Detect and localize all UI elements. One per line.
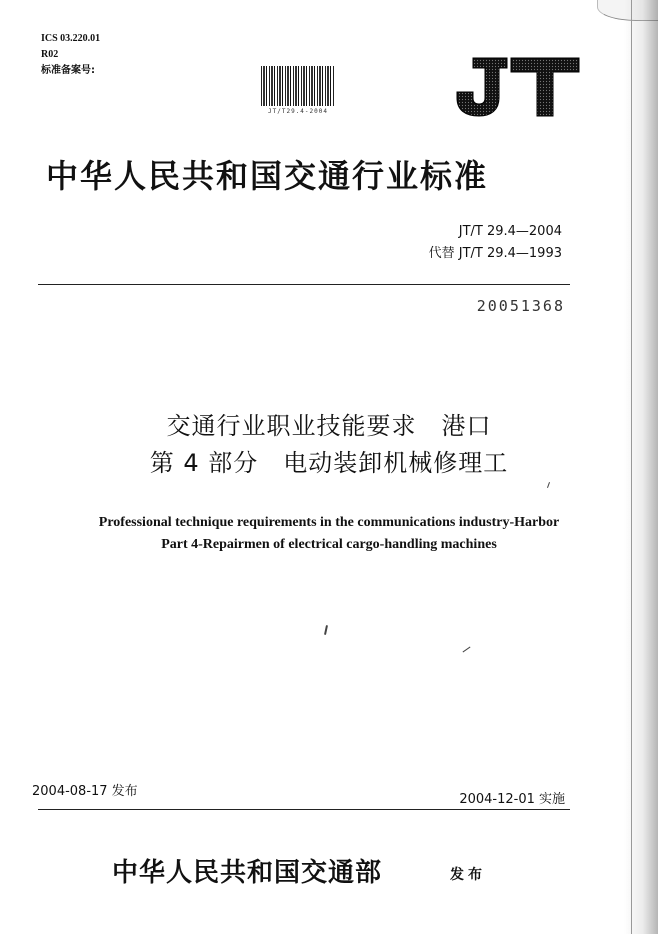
standard-codes [429, 221, 562, 265]
scan-speck [547, 482, 550, 488]
replaces-number: 代替 JT/T 29.4—1993 [428, 246, 562, 261]
scan-speck [324, 625, 328, 635]
jt-logo [443, 56, 581, 118]
standard-number: JT/T 29.4—2004 [458, 224, 562, 239]
barcode-text: JT/T29.4-2004 [268, 108, 328, 115]
issue-date: 2004-08-17 发布 [32, 784, 138, 799]
registration-number: 20051368 [476, 297, 565, 315]
jt-logo-graphic [443, 56, 581, 118]
barcode [261, 66, 335, 122]
title-en-line1: Professional technique requirements in the communications industry-Harbor [98, 515, 560, 530]
title-cn-line2: 第 4 部分 电动装卸机械修理工 [149, 449, 509, 477]
class-code: R02 [41, 49, 59, 60]
implementation-date: 2004-12-01 实施 [459, 792, 565, 807]
ics-code: ICS 03.220.01 [41, 33, 101, 44]
bottom-divider [38, 809, 570, 810]
main-title: 中华人民共和国交通行业标准 [46, 157, 489, 195]
publisher: 中华人民共和国交通部 [112, 858, 383, 888]
title-cn-line1: 交通行业职业技能要求 港口 [166, 412, 492, 440]
barcode-bars [261, 66, 335, 106]
record-number-label: 标准备案号: [41, 65, 95, 76]
top-divider [38, 284, 570, 285]
scan-speck [463, 647, 471, 653]
publish-label: 发布 [450, 867, 486, 883]
title-en-line2: Part 4-Repairmen of electrical cargo-handling machines [161, 537, 497, 552]
classification-block [41, 31, 100, 79]
